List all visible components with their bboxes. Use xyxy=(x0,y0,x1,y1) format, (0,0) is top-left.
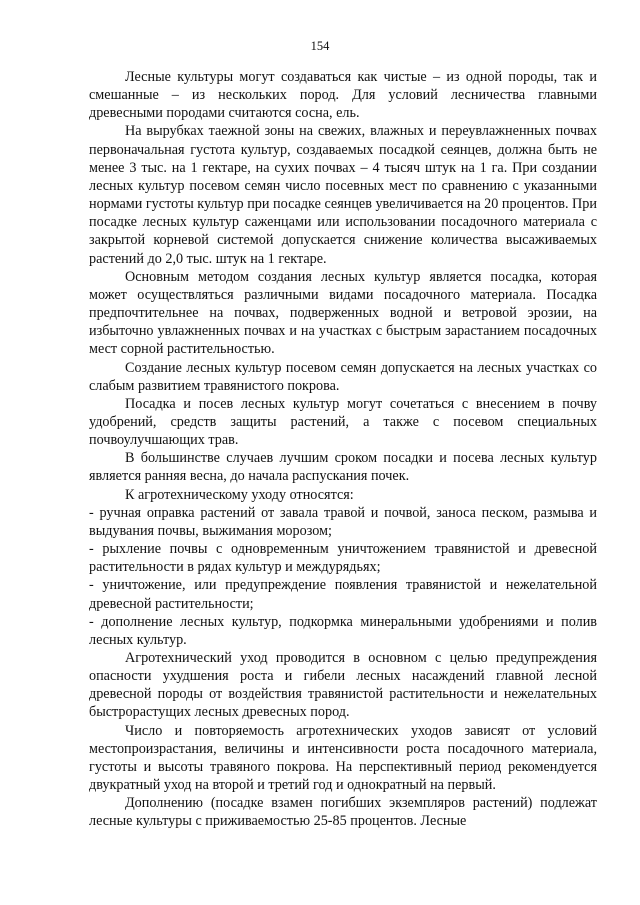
paragraph-planting-time: В большинстве случаев лучшим сроком посадки и посева лесных культур является ранняя весна, до начала распускания почек. xyxy=(89,450,597,485)
paragraph-care-frequency: Число и повторяемость агротехнических уходов зависят от условий местопроизрастания, величины и интенсивности роста посадочного материала, густоты и высоты травяного покрова. На перспективный период рекомендуется двукратный уход на второй и третий год и однократный на первый. xyxy=(89,722,597,794)
list-item: - рыхление почвы с одновременным уничтожением травянистой и древесной растительности в рядах культур и междурядьях; xyxy=(89,541,597,576)
paragraph-planting-method: Основным методом создания лесных культур является посадка, которая может осуществляться различными видами посадочного материала. Посадка предпочтительнее на почвах, подверженных водной и ветровой эрозии, на избыточно увлажненных почвах и на участках с быстрым зарастанием посадочных мест сорной растительностью. xyxy=(89,268,597,358)
page-body xyxy=(89,68,597,831)
paragraph-supplementation: Дополнению (посадке взамен погибших экземпляров растений) подлежат лесные культуры с приживаемостью 25-85 процентов. Лесные xyxy=(89,795,597,830)
paragraph-fertilizers: Посадка и посев лесных культур могут сочетаться с внесением в почву удобрений, средств защиты растений, а также с посевом специальных почвоулучшающих трав. xyxy=(89,395,597,449)
paragraph-care-intro: К агротехническому уходу относятся: xyxy=(125,486,354,503)
paragraph-care-purpose: Агротехнический уход проводится в основном с целью предупреждения опасности ухудшения роста и гибели лесных насаждений главной лесной древесной породы от воздействия травянистой растительности и нежелательных быстрорастущих лесных древесных пород. xyxy=(89,650,597,721)
list-item: - дополнение лесных культур, подкормка минеральными удобрениями и полив лесных культур. xyxy=(89,613,597,648)
list-item: - ручная оправка растений от завала травой и почвой, заноса песком, размыва и выдувания почвы, выжимания морозом; xyxy=(89,504,597,539)
paragraph-sowing: Создание лесных культур посевом семян допускается на лесных участках со слабым развитием травянистого покрова. xyxy=(89,359,597,394)
page-number: 154 xyxy=(310,39,330,53)
paragraph-forest-crops-types: Лесные культуры могут создаваться как чистые – из одной породы, так и смешанные – из нескольких пород. Для условий лесничества главными древесными породами считаются сосна, ель. xyxy=(89,69,597,122)
list-item: - уничтожение, или предупреждение появления травянистой и нежелательной древесной растительности; xyxy=(89,577,597,612)
paragraph-planting-density: На вырубках таежной зоны на свежих, влажных и переувлажненных почвах первоначальная густота культур, создаваемых посадкой сеянцев, должна быть не менее 3 тыс. на 1 гектаре, на сухих почвах – 4 тысяч штук на 1 га. При создании лесных культур посевом семян число посевных мест по сравнению с указанными нормами густоты культур при посадке сеянцев увеличивается на 20 процентов. При посадке лесных культур саженцами или использовании посадочного материала с закрытой корневой системой допускается снижение количества высаживаемых растений до 2,0 тыс. штук на 1 гектаре. xyxy=(89,123,597,267)
